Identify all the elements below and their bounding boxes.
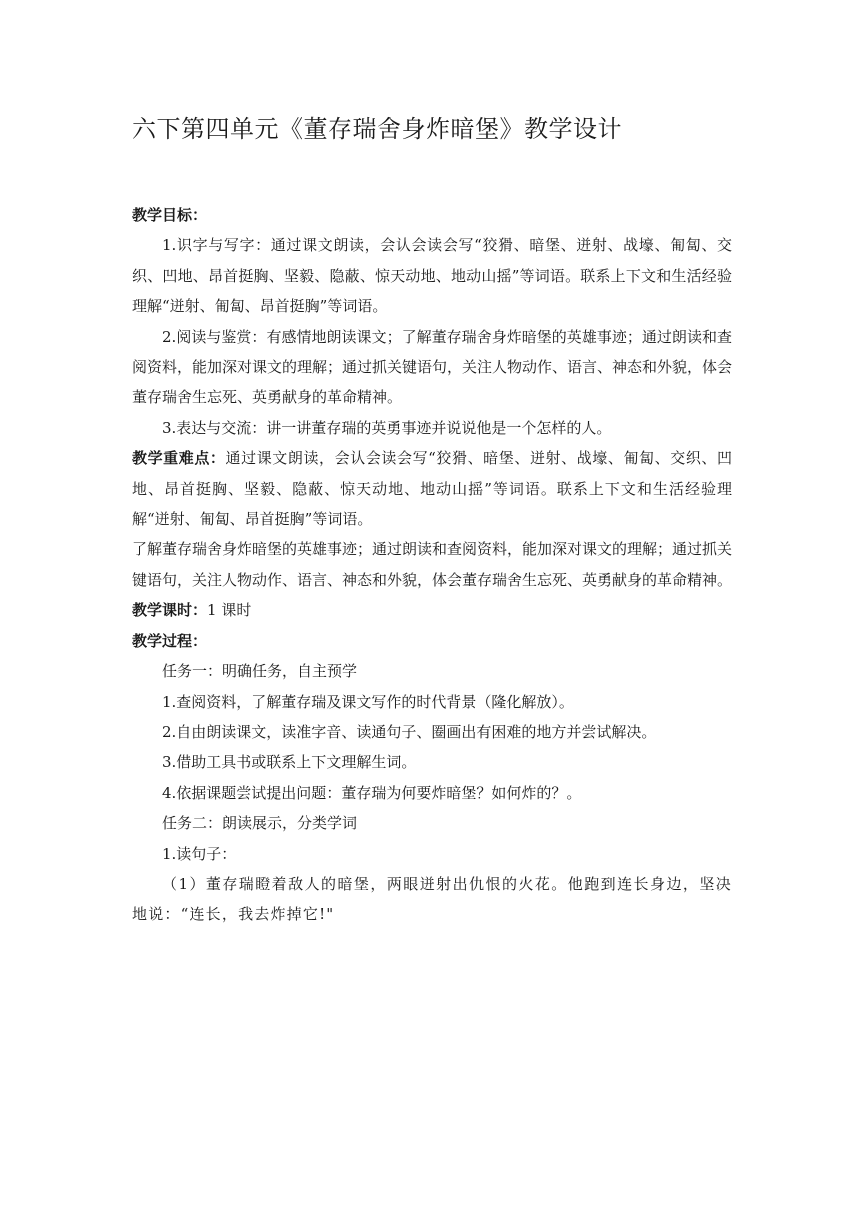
class-hours-paragraph [132,595,732,625]
document-title: 六下第四单元《董存瑞舍身炸暗堡》教学设计 [132,115,622,143]
task-1-item-3: 3.借助工具书或联系上下文理解生词。 [162,753,417,772]
class-hours-value: 1 课时 [207,601,252,620]
task-1-item-1: 1.查阅资料，了解董存瑞及课文写作的时代背景（隆化解放）。 [162,692,574,711]
goals-heading: 教学目标： [132,206,208,224]
goal-item-1: 1.识字与写字：通过课文朗读，会认会读会写“狡猾、暗堡、迸射、战壕、匍匐、交织、凹地、昂首挺胸、坚毅、隐蔽、惊天动地、地动山摇”等词语。联系上下文和生活经验理解“迸射、匍匐、昂首挺胸”等词语。 [132,236,732,316]
key-points-heading: 教学重难点： [132,449,226,468]
task-1-item-2: 2.自由朗读课文，读准字音、读通句子、圈画出有困难的地方并尝试解决。 [162,722,657,741]
key-points-text-2: 了解董存瑞舍身炸暗堡的英雄事迹；通过朗读和查阅资料，能加深对课文的理解；通过抓关键语句，关注人物动作、语言、神态和外貌，体会董存瑞舍生忘死、英勇献身的革命精神。 [132,540,733,589]
task-1-title: 任务一：明确任务，自主预学 [162,662,358,681]
goal-item-2: 2.阅读与鉴赏：有感情地朗读课文；了解董存瑞舍身炸暗堡的英雄事迹；通过朗读和查阅资料，能加深对课文的理解；通过抓关键语句，关注人物动作、语言、神态和外貌，体会董存瑞舍生忘死、英勇献身的革命精神。 [132,327,733,407]
key-points-paragraph [132,443,732,534]
process-heading: 教学过程： [132,631,208,650]
task-2-item-1: 1.读句子： [162,844,237,863]
task-2-title: 任务二：朗读展示，分类学词 [162,814,358,833]
example-sentence-1: （1）董存瑞瞪着敌人的暗堡，两眼迸射出仇恨的火花。他跑到连长身边，坚决地说：“连长，我去炸掉它!" [132,874,732,924]
goal-item-3: 3.表达与交流：讲一讲董存瑞的英勇事迹并说说他是一个怎样的人。 [162,418,612,437]
key-points-text: 通过课文朗读，会认会读会写“狡猾、暗堡、迸射、战壕、匍匐、交织、凹地、昂首挺胸、坚毅、隐蔽、惊天动地、地动山摇”等词语。联系上下文和生活经验理解“迸射、匍匐、昂首挺胸”等词语。 [132,449,732,529]
task-1-item-4: 4.依据课题尝试提出问题：董存瑞为何要炸暗堡？如何炸的？。 [162,783,582,802]
document-body [132,200,732,930]
class-hours-heading: 教学课时： [132,601,208,620]
